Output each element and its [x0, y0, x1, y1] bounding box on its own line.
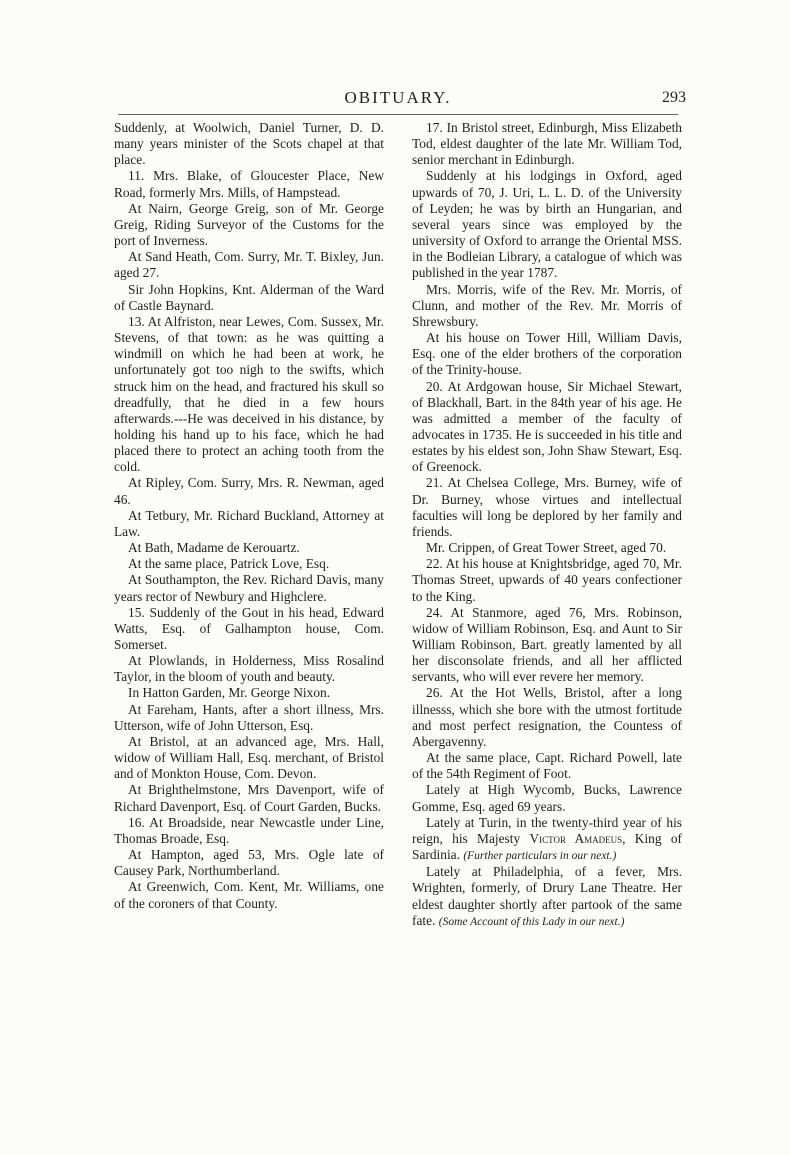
obituary-entry: Sir John Hopkins, Knt. Alderman of the Ward of Castle Baynard.: [114, 281, 384, 313]
editorial-note: (Some Account of this Lady in our next.): [438, 915, 625, 928]
obituary-entry: Lately at High Wycomb, Bucks, Lawrence Gomme, Esq. aged 69 years.: [412, 782, 682, 814]
obituary-entry: 16. At Broadside, near Newcastle under Line, Thomas Broade, Esq.: [114, 814, 384, 846]
obituary-entry: At Hampton, aged 53, Mrs. Ogle late of Causey Park, Northumberland.: [114, 847, 384, 879]
obituary-entry: Mr. Crippen, of Great Tower Street, aged 70.: [426, 540, 667, 556]
obituary-entry: At the same place, Capt. Richard Powell, late of the 54th Regiment of Foot.: [412, 750, 682, 782]
obituary-entry: [412, 815, 682, 864]
obituary-entry: Suddenly, at Woolwich, Daniel Turner, D. D. many years minister of the Scots chapel at that place.: [114, 120, 384, 168]
page-number: 293: [662, 89, 686, 106]
obituary-entry: At Nairn, George Greig, son of Mr. George Greig, Riding Surveyor of the Customs for the port of Inverness.: [114, 200, 384, 249]
obituary-entry: 17. In Bristol street, Edinburgh, Miss Elizabeth Tod, eldest daughter of the late Mr. William Tod, senior merchant in Edinburgh.: [412, 120, 682, 168]
obituary-entry: At Greenwich, Com. Kent, Mr. Williams, one of the coroners of that County.: [114, 879, 384, 911]
obituary-entry: At Ripley, Com. Surry, Mrs. R. Newman, aged 46.: [114, 475, 384, 507]
obituary-entry: At the same place, Patrick Love, Esq.: [128, 556, 330, 572]
page-title: OBITUARY.: [344, 88, 452, 107]
obituary-entry: [412, 864, 682, 930]
obituary-entry: At Bath, Madame de Kerouartz.: [128, 540, 300, 556]
right-column: [412, 120, 682, 930]
obituary-entry: Suddenly at his lodgings in Oxford, aged upwards of 70, J. Uri, L. L. D. of the University of Leyden; he was by birth an Hungarian, and several years since was employed by the university of Oxford to arrange the Oriental MSS. in the Bodleian Library, a catalogue of which was published in the year 1787.: [412, 168, 682, 281]
obituary-entry: At Sand Heath, Com. Surry, Mr. T. Bixley, Jun. aged 27.: [114, 249, 384, 281]
obituary-entry: 13. At Alfriston, near Lewes, Com. Sussex, Mr. Stevens, of that town: as he was quitting a windmill on which he had been at work, he unfortunately got too nigh to the swifts, which struck him on the head, and fractured his skull so dreadfully, that he died in a few hours afterwards.---He was deceived in his distance, by holding his hand up to his face, which he had placed there to protect an aching tooth from the cold.: [114, 313, 384, 475]
entry-text: , King of Sardinia.: [412, 830, 682, 863]
obituary-entry: 22. At his house at Knightsbridge, aged 70, Mr. Thomas Street, upwards of 40 years confectioner to the King.: [412, 556, 682, 604]
obituary-entry: At Fareham, Hants, after a short illness, Mrs. Utterson, wife of John Utterson, Esq.: [114, 701, 384, 733]
obituary-entry: At Brighthelmstone, Mrs Davenport, wife of Richard Davenport, Esq. of Court Garden, Bucks.: [114, 782, 384, 814]
entry-text: Lately at Turin, in the twenty-third year of his reign, his Majesty: [412, 814, 682, 846]
obituary-entry: 24. At Stanmore, aged 76, Mrs. Robinson, widow of William Robinson, Esq. and Aunt to Sir William Robinson, Bart. greatly lamented by all her disconsolate friends, and all her afflicted servants, who will ever revere her memory.: [412, 604, 682, 685]
obituary-entry: 11. Mrs. Blake, of Gloucester Place, New Road, formerly Mrs. Mills, of Hampstead.: [114, 168, 384, 200]
obituary-entry: At Southampton, the Rev. Richard Davis, many years rector of Newbury and Highclere.: [114, 572, 384, 604]
obituary-entry: 20. At Ardgowan house, Sir Michael Stewart, of Blackhall, Bart. in the 84th year of his age. He was admitted a member of the faculty of advocates in 1735. He is succeeded in his title and estates by his eldest son, John Shaw Stewart, Esq. of Greenock.: [412, 378, 682, 475]
obituary-entry: At Tetbury, Mr. Richard Buckland, Attorney at Law.: [114, 507, 384, 539]
royal-name: Victor Amadeus: [529, 830, 623, 846]
left-column: [114, 120, 384, 912]
running-header: [118, 88, 686, 112]
obituary-entry: At his house on Tower Hill, William Davis, Esq. one of the elder brothers of the corporation of the Trinity-house.: [412, 330, 682, 378]
header-rule: [118, 114, 678, 115]
entry-text: Lately at Philadelphia, of a fever, Mrs. Wrighten, formerly, of Drury Lane Theatre. Her eldest daughter shortly after partook of the same fate.: [412, 864, 682, 928]
obituary-entry: In Hatton Garden, Mr. George Nixon.: [128, 685, 331, 701]
obituary-entry: Mrs. Morris, wife of the Rev. Mr. Morris, of Clunn, and mother of the Rev. Mr. Morris of Shrewsbury.: [412, 281, 682, 329]
obituary-entry: 21. At Chelsea College, Mrs. Burney, wife of Dr. Burney, whose virtues and intellectual faculties will long be deplored by her family and friends.: [412, 475, 682, 539]
obituary-entry: At Plowlands, in Holderness, Miss Rosalind Taylor, in the bloom of youth and beauty.: [114, 653, 384, 685]
obituary-entry: 26. At the Hot Wells, Bristol, after a long illnesss, which she bore with the utmost fortitude and most perfect resignation, the Countess of Abergavenny.: [412, 685, 682, 749]
editorial-note: (Further particulars in our next.): [463, 850, 617, 863]
obituary-entry: 15. Suddenly of the Gout in his head, Edward Watts, Esq. of Galhampton house, Com. Somerset.: [114, 604, 384, 652]
obituary-entry: At Bristol, at an advanced age, Mrs. Hall, widow of William Hall, Esq. merchant, of Bristol and of Monkton House, Com. Devon.: [114, 733, 384, 782]
